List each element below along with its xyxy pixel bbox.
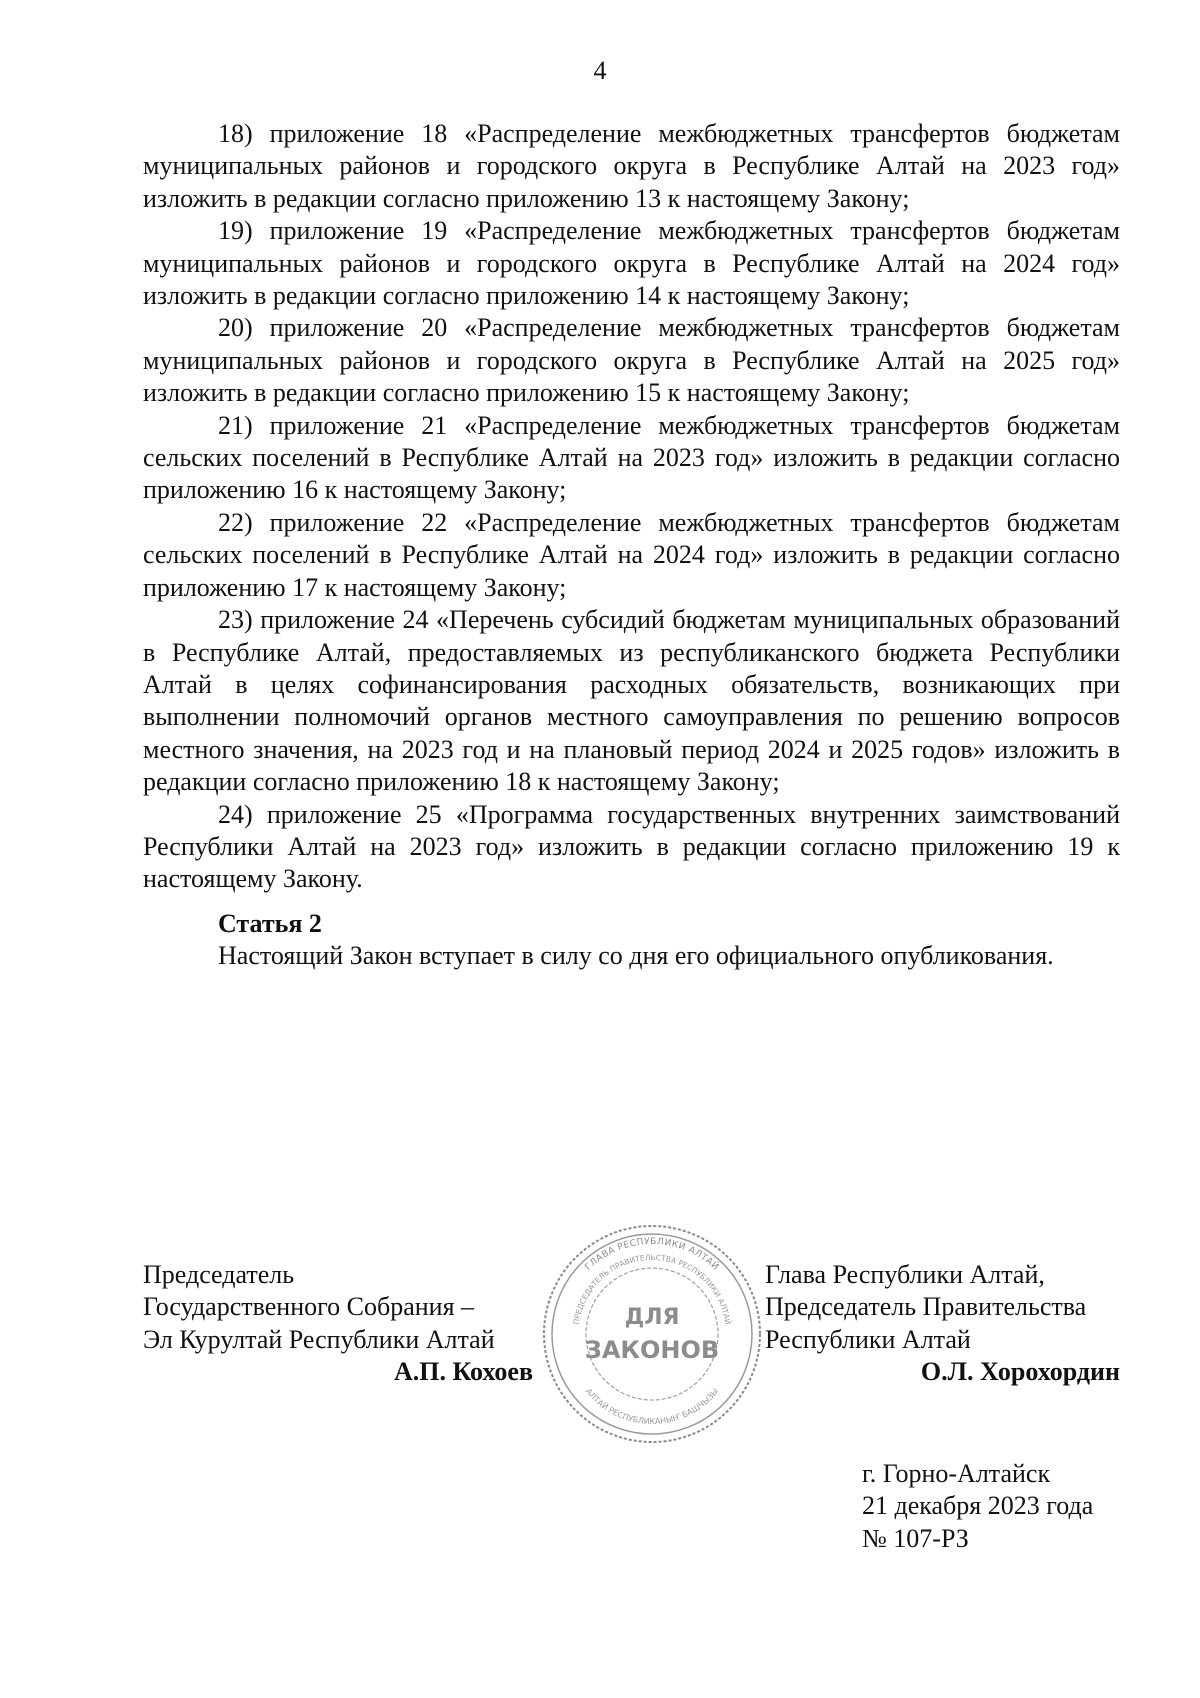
- article-heading: Статья 2: [218, 908, 322, 938]
- document-body: [143, 118, 1120, 973]
- svg-text:ЗАКОНОВ: ЗАКОНОВ: [584, 1336, 720, 1364]
- signature-title-line: Председатель: [143, 1260, 295, 1289]
- list-item-18: 18) приложение 18 «Распределение межбюджетных трансфертов бюджетам муниципальных районов и городского округа в Республике Алтай на 2023 год» изложить в редакции согласно приложению 13 к настоящему Закону;: [143, 119, 1120, 213]
- signatory-name: О.Л. Хорохордин: [920, 1357, 1120, 1387]
- signature-title-line: Председатель Правительства: [765, 1292, 1087, 1322]
- article-text: Настоящий Закон вступает в силу со дня его официального опубликования.: [218, 941, 1054, 971]
- svg-text:ПРЕДСЕДАТЕЛЬ ПРАВИТЕЛЬСТВА РЕС: ПРЕДСЕДАТЕЛЬ ПРАВИТЕЛЬСТВА РЕСПУБЛИКИ АЛТАЙ: [571, 1252, 733, 1326]
- page-number: 4: [593, 56, 607, 85]
- list-item-20: 20) приложение 20 «Распределение межбюджетных трансфертов бюджетам муниципальных районов и городского округа в Республике Алтай на 2025 год» изложить в редакции согласно приложению 15 к настоящему Закону;: [143, 313, 1120, 408]
- signature-block-left: [143, 1259, 533, 1389]
- list-item-22: 22) приложение 22 «Распределение межбюджетных трансфертов бюджетам сельских поселений в Республике Алтай на 2024 год» изложить в редакции согласно приложению 17 к настоящему Закону;: [143, 507, 1120, 602]
- place-date-block: [862, 1458, 1122, 1555]
- signature-block-right: [765, 1259, 1120, 1389]
- place: г. Горно-Алтайск: [862, 1459, 1051, 1488]
- list-item-24: 24) приложение 25 «Программа государственных внутренних заимствований Республики Алтай на 2023 год» изложить в редакции согласно приложению 19 к настоящему Закону.: [143, 799, 1120, 894]
- signature-title-line: Государственного Собрания –: [143, 1292, 475, 1322]
- signature-title-line: Республики Алтай: [765, 1324, 971, 1354]
- svg-text:АЛТАЙ РЕСПУБЛИКАНЫҤ БАШЧЫЗЫ: АЛТАЙ РЕСПУБЛИКАНЫҤ БАШЧЫЗЫ: [583, 1386, 721, 1427]
- list-item-21: 21) приложение 21 «Распределение межбюджетных трансфертов бюджетам сельских поселений в Республике Алтай на 2023 год» изложить в редакции согласно приложению 16 к настоящему Закону;: [143, 410, 1120, 505]
- svg-text:ГЛАВА РЕСПУБЛИКИ АЛТАЙ: ГЛАВА РЕСПУБЛИКИ АЛТАЙ: [583, 1236, 721, 1273]
- seal-stamp: [538, 1220, 766, 1448]
- date: 21 декабря 2023 года: [862, 1491, 1094, 1521]
- signature-title-line: Эл Курултай Республики Алтай: [143, 1324, 495, 1354]
- svg-text:ДЛЯ: ДЛЯ: [624, 1305, 680, 1330]
- list-item-19: 19) приложение 19 «Распределение межбюджетных трансфертов бюджетам муниципальных районов и городского округа в Республике Алтай на 2024 год» изложить в редакции согласно приложению 14 к настоящему Закону;: [143, 216, 1120, 311]
- signatory-name: А.П. Кохоев: [393, 1357, 533, 1387]
- list-item-23: 23) приложение 24 «Перечень субсидий бюджетам муниципальных образований в Республике Алтай, предоставляемых из республиканского бюджета Республики Алтай в целях софинансирования расходных обязательств, возникающих при выполнении полномочий органов местного самоуправления по решению вопросов местного значения, на 2023 год и на плановый период 2024 и 2025 годов» изложить в редакции согласно приложению 18 к настоящему Закону;: [143, 605, 1120, 797]
- law-number: № 107-РЗ: [862, 1523, 969, 1553]
- signature-title-line: Глава Республики Алтай,: [765, 1260, 1045, 1289]
